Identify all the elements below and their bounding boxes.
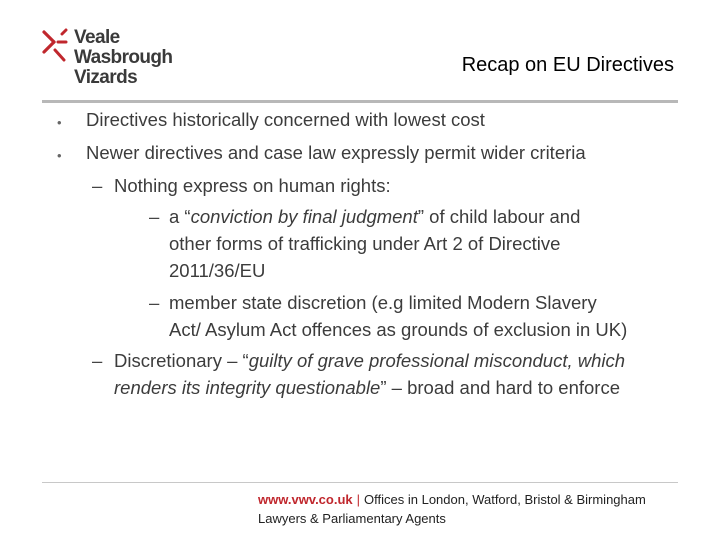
sub-sub-item-2-line-2: Act/ Asylum Act offences as grounds of exclusion in UK) (169, 319, 628, 340)
offices-text: Offices in London, Watford, Bristol & Birmingham (364, 492, 646, 507)
sub-sub-item-1-italic: conviction by final judgment (190, 206, 418, 227)
sub-sub-item-1-post: ” of child labour and (417, 206, 581, 227)
sub-sub-item-1-line-2: other forms of trafficking under Art 2 of Directive (169, 233, 561, 254)
logo-line-1: Veale Wasbrough (74, 27, 173, 68)
sub-item-2-pre: Discretionary – “ (114, 350, 249, 371)
dash-marker: – (92, 175, 103, 196)
sub-item-2-line-2 (114, 374, 620, 401)
sub-item-2-italic: guilty of grave professional misconduct, which (248, 350, 626, 371)
footer-divider (42, 482, 678, 483)
dash-marker: – (149, 292, 160, 313)
sub-item-1: Nothing express on human rights: (114, 175, 391, 196)
sub-item-2-italic-2: renders its integrity questionable (114, 377, 381, 398)
footer-separator: | (356, 492, 361, 507)
dash-marker: – (92, 350, 103, 371)
footer-tagline: Lawyers & Parliamentary Agents (258, 511, 446, 526)
sub-sub-item-2: member state discretion (e.g limited Modern Slavery (169, 292, 597, 313)
bullet-item-2: Newer directives and case law expressly permit wider criteria (86, 142, 586, 163)
bullet-icon: • (57, 148, 62, 163)
website-link[interactable]: www.vwv.co.uk (258, 492, 353, 507)
header-divider (42, 100, 678, 103)
logo-wordmark (74, 28, 222, 88)
sub-item-2 (114, 347, 625, 374)
sub-item-2-post: ” – broad and hard to enforce (380, 377, 620, 398)
footer-line-1 (258, 490, 646, 509)
sub-sub-item-1-pre: a “ (169, 206, 191, 227)
sub-sub-item-1 (169, 203, 580, 230)
sub-sub-item-1-line-3: 2011/36/EU (169, 260, 266, 281)
company-logo (42, 27, 222, 88)
footer (258, 490, 646, 528)
bullet-icon: • (57, 115, 62, 130)
slide-title: Recap on EU Directives (461, 54, 674, 76)
bullet-item-1: Directives historically concerned with lowest cost (86, 109, 485, 130)
logo-mark-icon (42, 28, 70, 62)
dash-marker: – (149, 206, 160, 227)
logo-line-2: Vizards (74, 67, 138, 88)
